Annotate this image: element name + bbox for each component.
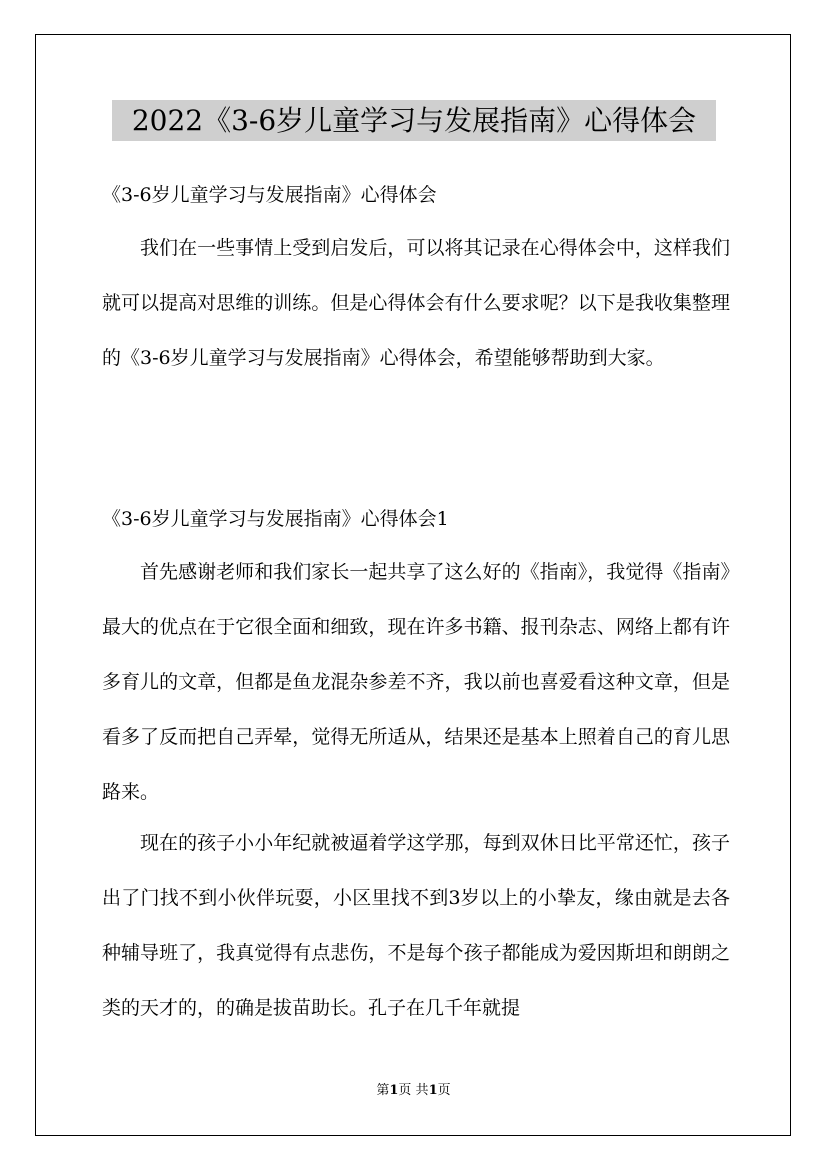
body-paragraph: 首先感谢老师和我们家长一起共享了这么好的《指南》，我觉得《指南》最大的优点在于它很全面和细致，现在许多书籍、报刊杂志、网络上都有许多育儿的文章，但都是鱼龙混杂参差不齐，我以前也喜爱看这种文章，但是看多了反而把自己弄晕，觉得无所适从，结果还是基本上照着自己的育儿思路来。 [102,561,730,803]
document-subtitle: 《3-6岁儿童学习与发展指南》心得体会 [102,184,437,206]
page-suffix: 页 [437,1083,451,1098]
page-prefix: 第 [376,1083,390,1098]
intro-paragraph: 我们在一些事情上受到启发后，可以将其记录在心得体会中，这样我们就可以提高对思维的训练。但是心得体会有什么要求呢？以下是我收集整理的《3-6岁儿童学习与发展指南》心得体会，希望能够帮助到大家。 [102,237,730,369]
section-heading: 《3-6岁儿童学习与发展指南》心得体会1 [102,508,449,530]
page-mid: 页 共 [398,1083,429,1098]
document-title: 2022《3-6岁儿童学习与发展指南》心得体会 [112,100,716,141]
page-current: 1 [389,1083,399,1098]
body-paragraph: 现在的孩子小小年纪就被逼着学这学那，每到双休日比平常还忙，孩子出了门找不到小伙伴玩耍，小区里找不到3岁以上的小挚友，缘由就是去各种辅导班了，我真觉得有点悲伤，不是每个孩子都能成为爱因斯坦和朗朗之类的天才的，的确是拔苗助长。孔子在几千年就提 [102,832,730,1019]
page-footer [0,1083,827,1099]
page-total: 1 [428,1083,438,1098]
